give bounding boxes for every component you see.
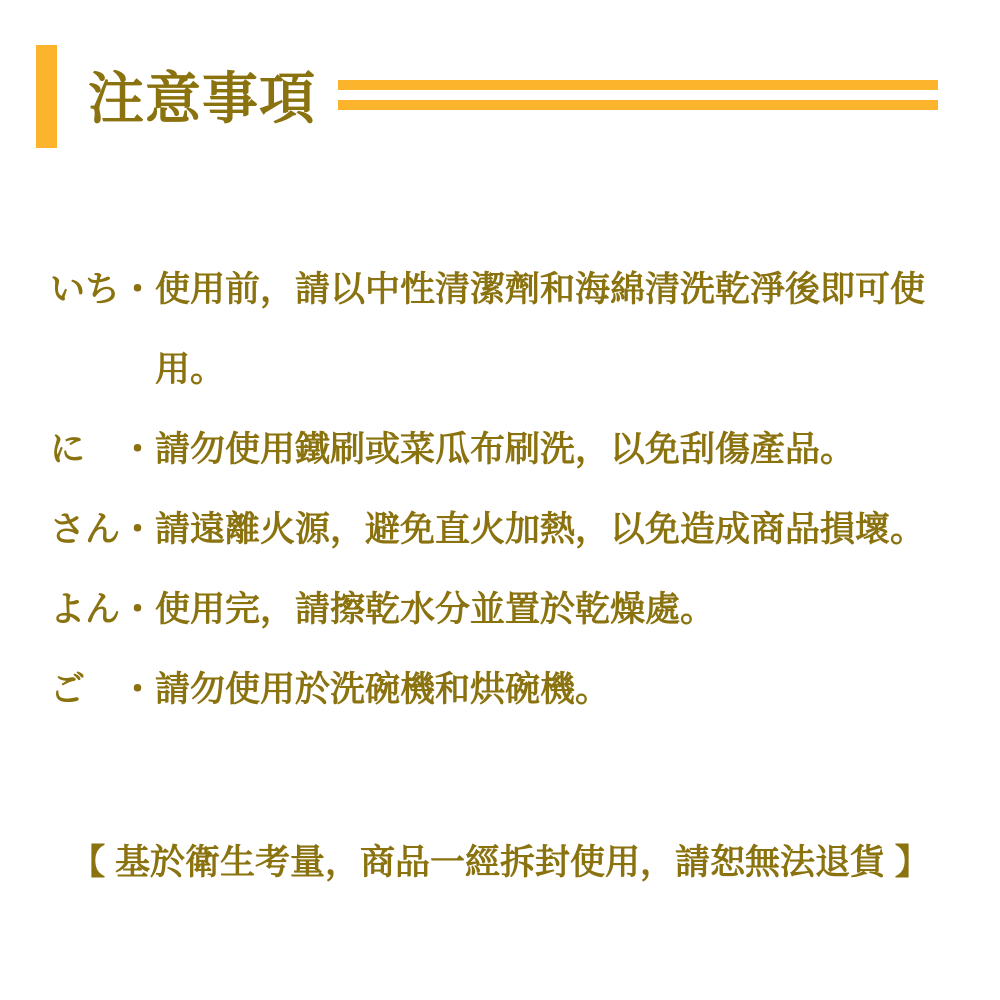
note-item-2 [50,410,945,490]
hygiene-return-policy-note: 【 基於衛生考量，商品一經拆封使用，請恕無法退貨 】 [70,843,930,882]
item-bullet: ・ [120,430,156,469]
accent-bar [36,45,57,148]
note-item-3 [50,490,945,570]
decorative-rule-top [338,80,938,90]
item-text: 使用完，請擦乾水分並置於乾燥處。 [155,590,716,629]
item-bullet: ・ [120,590,156,629]
note-item-5 [50,650,945,730]
note-item-1 [50,250,945,410]
item-text: 請遠離火源，避免直火加熱，以免造成商品損壞。 [155,510,926,549]
page-title: 注意事項 [88,69,316,131]
decorative-rule-bottom [338,100,938,110]
item-number: に [50,430,86,469]
item-bullet: ・ [120,670,156,709]
item-text: 請勿使用鐵刷或菜瓜布刷洗，以免刮傷產品。 [155,430,856,469]
item-bullet: ・ [120,270,156,309]
item-number: いち [50,270,121,309]
notes-list [50,250,945,730]
item-number: よん [50,590,121,629]
item-text: 請勿使用於洗碗機和烘碗機。 [155,670,611,709]
item-bullet: ・ [120,510,156,549]
item-number: ご [50,670,86,709]
note-item-4 [50,570,945,650]
item-text: 使用前，請以中性清潔劑和海綿清洗乾淨後即可使用。 [155,270,926,389]
item-number: さん [50,510,121,549]
